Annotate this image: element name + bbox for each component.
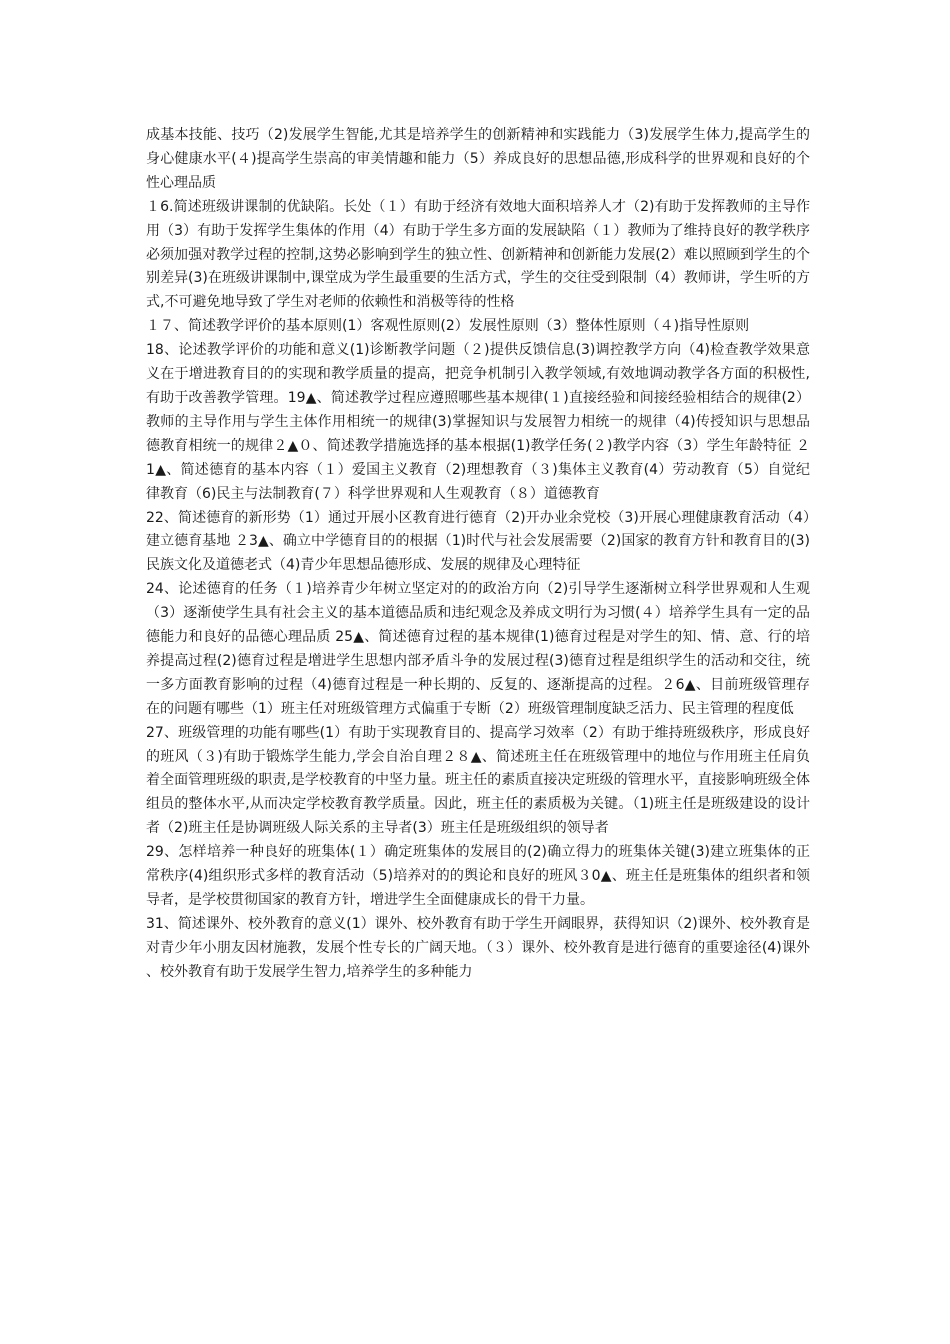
paragraph-q22-23: 22、简述德育的新形势（1）通过开展小区教育进行德育（2)开办业余党校（3)开展心理健康教育活动（4）建立德育基地 ２3▲、确立中学德育目的的根据（1)时代与社会发展需要（2)国家的教育方针和教育目的(3)民族文化及道德老式（4)青少年思想品德形成、发展的规律及心理特征 <box>146 509 810 574</box>
paragraph-q27-28: 27、班级管理的功能有哪些(1）有助于实现教育目的、提高学习效率（2）有助于维持班级秩序，形成良好的班风（３)有助于锻炼学生能力,学会自治自理２８▲、简述班主任在班级管理中的地位与作用班主任肩负着全面管理班级的职责,是学校教育的中坚力量。班主任的素质直接决定班级的管理水平，直接影响班级全体组员的整体水平,从而决定学校教育教学质量。因此，班主任的素质极为关键。（1)班主任是班级建设的设计者（2)班主任是协调班级人际关系的主导者(3）班主任是班级组织的领导者 <box>146 724 810 837</box>
paragraph-skills-ending: 成基本技能、技巧（2)发展学生智能,尤其是培养学生的创新精神和实践能力（3)发展学生体力,提高学生的身心健康水平(４)提高学生崇高的审美情趣和能力（5）养成良好的思想品德,形成科学的世界观和良好的个性心理品质 <box>146 127 810 191</box>
paragraph-q24-26: 24、论述德育的任务（１)培养青少年树立坚定对的的政治方向（2)引导学生逐渐树立科学世界观和人生观（3）逐渐使学生具有社会主义的基本道德品质和违纪观念及养成文明行为习惯(４）培养学生具有一定的品德能力和良好的品德心理品质 25▲、简述德育过程的基本规律(1)德育过程是对学生的知、情、意、行的培养提高过程(2)德育过程是增进学生思想内部矛盾斗争的发展过程(3)德育过程是组织学生的活动和交往，统一多方面教育影响的过程（4)德育过程是一种长期的、反复的、逐渐提高的过程。２6▲、目前班级管理存在的问题有哪些（1）班主任对班级管理方式偏重于专断（2）班级管理制度缺乏活力、民主管理的程度低 <box>146 581 810 717</box>
paragraph-q29-30: 29、怎样培养一种良好的班集体(１）确定班集体的发展目的(2)确立得力的班集体关键(3)建立班集体的正常秩序(4)组织形式多样的教育活动（5)培养对的的舆论和良好的班风３0▲、班主任是班集体的组织者和领导者，是学校贯彻国家的教育方针，增进学生全面健康成长的骨干力量。 <box>146 844 810 908</box>
paragraph-q17: １７、简述教学评价的基本原则(1）客观性原则(2）发展性原则（3）整体性原则（４)指导性原则 <box>146 318 750 335</box>
paragraph-q18-21: 18、论述教学评价的功能和意义(1)诊断教学问题（２)提供反馈信息(3)调控教学方向（4)检查教学效果意义在于增进教育目的的实现和教学质量的提高，把竞争机制引入教学领域,有效地调动教学各方面的积极性,有助于改善教学管理。19▲、简述教学过程应遵照哪些基本规律(１)直接经验和间接经验相结合的规律(2）教师的主导作用与学生主体作用相统一的规律(3)掌握知识与发展智力相统一的规律（4)传授知识与思想品德教育相统一的规律２▲０、简述教学措施选择的基本根据(1)教学任务(２)教学内容（3）学生年龄特征 ２1▲、简述德育的基本内容（１）爱国主义教育（2)理想教育（３)集体主义教育(4）劳动教育（5）自觉纪律教育（6)民主与法制教育(７）科学世界观和人生观教育（８）道德教育 <box>146 342 810 502</box>
document-page <box>146 124 810 985</box>
paragraph-q31: 31、简述课外、校外教育的意义(1）课外、校外教育有助于学生开阔眼界，获得知识（2)课外、校外教育是对青少年小朋友因材施教，发展个性专长的广阔天地。（３）课外、校外教育是进行德育的重要途径(4)课外、校外教育有助于发展学生智力,培养学生的多种能力 <box>146 915 810 980</box>
paragraph-q16: １6.简述班级讲课制的优缺陷。长处（１）有助于经济有效地大面积培养人才（2)有助于发挥教师的主导作用（3）有助于发挥学生集体的作用（4）有助于学生多方面的发展缺陷（１）教师为了维持良好的教学秩序必须加强对教学过程的控制,这势必影响到学生的独立性、创新精神和创新能力发展(2）难以照顾到学生的个别差异(3)在班级讲课制中,课堂成为学生最重要的生活方式，学生的交往受到限制（4）教师讲，学生听的方式,不可避免地导致了学生对老师的依赖性和消极等待的性格 <box>146 198 810 311</box>
